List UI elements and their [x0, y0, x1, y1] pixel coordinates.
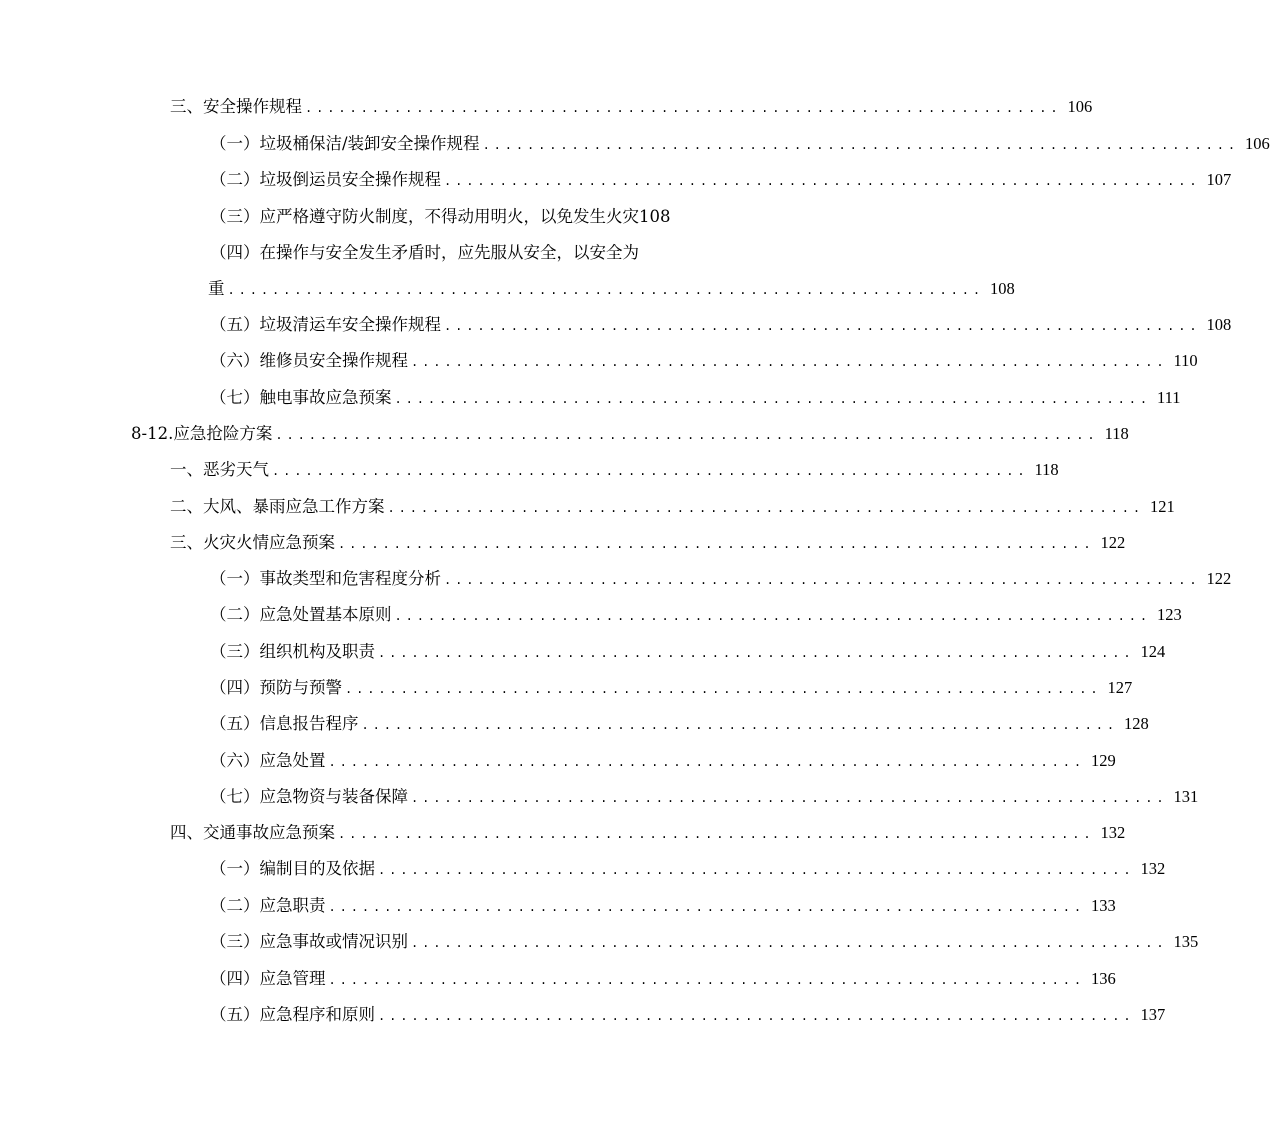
toc-entry-page: 122	[1206, 569, 1232, 588]
toc-leader-dots: ....................................................................	[345, 682, 1102, 696]
toc-entry-page: 122	[1100, 533, 1126, 552]
toc-entry-page: 129	[1090, 751, 1116, 770]
toc-entry-title: 8-12.应急抢险方案	[131, 424, 273, 443]
toc-entry-title: （六）应急处置	[210, 751, 326, 770]
toc-entry-title: （四）应急管理	[210, 969, 326, 988]
toc-leader-dots: ....................................................................	[227, 283, 984, 297]
toc-entry-page: 106	[1245, 134, 1270, 153]
toc-entry-title: （五）信息报告程序	[210, 714, 359, 733]
toc-entry-page: 133	[1090, 896, 1116, 915]
toc-entry[interactable]	[210, 240, 698, 266]
toc-entry-title: 重	[208, 279, 225, 298]
toc-entry[interactable]	[210, 966, 1116, 992]
toc-entry-title: 四、交通事故应急预案	[170, 823, 335, 842]
toc-entry-page: 121	[1149, 497, 1175, 516]
toc-leader-dots: ....................................................................	[444, 174, 1201, 188]
toc-entry-page: 124	[1140, 642, 1166, 661]
toc-leader-dots: ....................................................................	[272, 464, 1029, 478]
toc-entry-continuation[interactable]	[208, 276, 1015, 302]
toc-entry-page: 135	[1173, 932, 1199, 951]
toc-entry[interactable]	[170, 457, 1059, 483]
toc-entry-page: 110	[1173, 351, 1198, 370]
toc-entry[interactable]	[210, 893, 1116, 919]
toc-entry[interactable]	[210, 675, 1133, 701]
toc-entry-page: 127	[1107, 678, 1133, 697]
toc-leader-dots: ....................................................................	[444, 319, 1201, 333]
toc-leader-dots: ....................................................................	[411, 791, 1168, 805]
toc-entry-title: （三）应严格遵守防火制度，不得动用明火，以免发生火灾108	[210, 207, 671, 226]
toc-entry[interactable]	[210, 312, 1232, 338]
toc-leader-dots: ....................................................................	[361, 718, 1118, 732]
toc-entry[interactable]	[210, 131, 1270, 157]
toc-entry-title: 三、火灾火情应急预案	[170, 533, 335, 552]
toc-entry-title: （三）组织机构及职责	[210, 642, 375, 661]
toc-entry[interactable]	[210, 1002, 1166, 1028]
toc-leader-dots: ....................................................................	[338, 827, 1095, 841]
toc-leader-dots: ....................................................................	[482, 138, 1240, 152]
toc-leader-dots: ....................................................................	[444, 573, 1201, 587]
toc-entry[interactable]	[170, 494, 1175, 520]
toc-entry-title: （一）编制目的及依据	[210, 859, 375, 878]
toc-entry-page: 132	[1100, 823, 1126, 842]
toc-entry-page: 131	[1173, 787, 1199, 806]
toc-entry-title: （五）应急程序和原则	[210, 1005, 375, 1024]
toc-entry-page: 118	[1034, 460, 1059, 479]
toc-entry-title: （一）垃圾桶保洁/装卸安全操作规程	[210, 134, 480, 153]
toc-entry[interactable]	[210, 784, 1199, 810]
toc-leader-dots: ....................................................................	[387, 501, 1144, 515]
toc-entry-page: 107	[1206, 170, 1232, 189]
toc-leader-dots: ....................................................................	[378, 863, 1135, 877]
toc-entry[interactable]	[210, 639, 1166, 665]
toc-entry[interactable]	[210, 204, 722, 230]
toc-entry-page: 123	[1156, 605, 1182, 624]
toc-leader-dots: ....................................................................	[305, 101, 1062, 115]
toc-entry-title: 一、恶劣天气	[170, 460, 269, 479]
toc-entry[interactable]	[210, 929, 1199, 955]
toc-entry[interactable]	[170, 820, 1126, 846]
toc-entry-page: 118	[1104, 424, 1129, 443]
toc-entry[interactable]	[210, 711, 1149, 737]
toc-entry-title: 三、安全操作规程	[170, 97, 302, 116]
toc-leader-dots: ..........................................................................	[275, 428, 1099, 442]
toc-entry[interactable]	[210, 748, 1116, 774]
toc-entry-page: 111	[1156, 388, 1181, 407]
toc-leader-dots: ....................................................................	[328, 900, 1085, 914]
toc-entry[interactable]	[210, 602, 1182, 628]
toc-entry[interactable]	[170, 94, 1093, 120]
toc-leader-dots: ....................................................................	[411, 355, 1168, 369]
toc-entry-page: 108	[989, 279, 1015, 298]
toc-entry-title: （三）应急事故或情况识别	[210, 932, 408, 951]
toc-entry[interactable]	[210, 856, 1166, 882]
toc-leader-dots: ....................................................................	[411, 936, 1168, 950]
toc-entry-page: 108	[1206, 315, 1232, 334]
toc-entry-title: （二）应急职责	[210, 896, 326, 915]
toc-entry[interactable]	[170, 530, 1126, 556]
toc-entry[interactable]	[131, 421, 1129, 447]
toc-entry-title: 二、大风、暴雨应急工作方案	[170, 497, 385, 516]
toc-entry-page: 137	[1140, 1005, 1166, 1024]
toc-leader-dots: ....................................................................	[328, 755, 1085, 769]
toc-entry-title: （二）应急处置基本原则	[210, 605, 392, 624]
toc-leader-dots: ....................................................................	[338, 537, 1095, 551]
toc-leader-dots: ....................................................................	[378, 1009, 1135, 1023]
toc-entry[interactable]	[210, 348, 1198, 374]
toc-entry[interactable]	[210, 566, 1232, 592]
toc-entry-title: （四）预防与预警	[210, 678, 342, 697]
toc-entry-title: （五）垃圾清运车安全操作规程	[210, 315, 441, 334]
toc-entry-title: （六）维修员安全操作规程	[210, 351, 408, 370]
toc-entry-title: （四）在操作与安全发生矛盾时，应先服从安全，以安全为	[210, 243, 639, 262]
toc-entry-page: 132	[1140, 859, 1166, 878]
toc-leader-dots: ....................................................................	[328, 973, 1085, 987]
toc-leader-dots: ....................................................................	[394, 392, 1151, 406]
toc-entry[interactable]	[210, 167, 1232, 193]
toc-leader-dots: ....................................................................	[394, 609, 1151, 623]
toc-leader-dots: ....................................................................	[378, 646, 1135, 660]
toc-entry-title: （七）触电事故应急预案	[210, 388, 392, 407]
toc-entry-page: 136	[1090, 969, 1116, 988]
toc-entry-page: 106	[1067, 97, 1093, 116]
toc-entry[interactable]	[210, 385, 1181, 411]
toc-entry-title: （二）垃圾倒运员安全操作规程	[210, 170, 441, 189]
toc-entry-page: 128	[1123, 714, 1149, 733]
toc-entry-title: （一）事故类型和危害程度分析	[210, 569, 441, 588]
toc-entry-title: （七）应急物资与装备保障	[210, 787, 408, 806]
